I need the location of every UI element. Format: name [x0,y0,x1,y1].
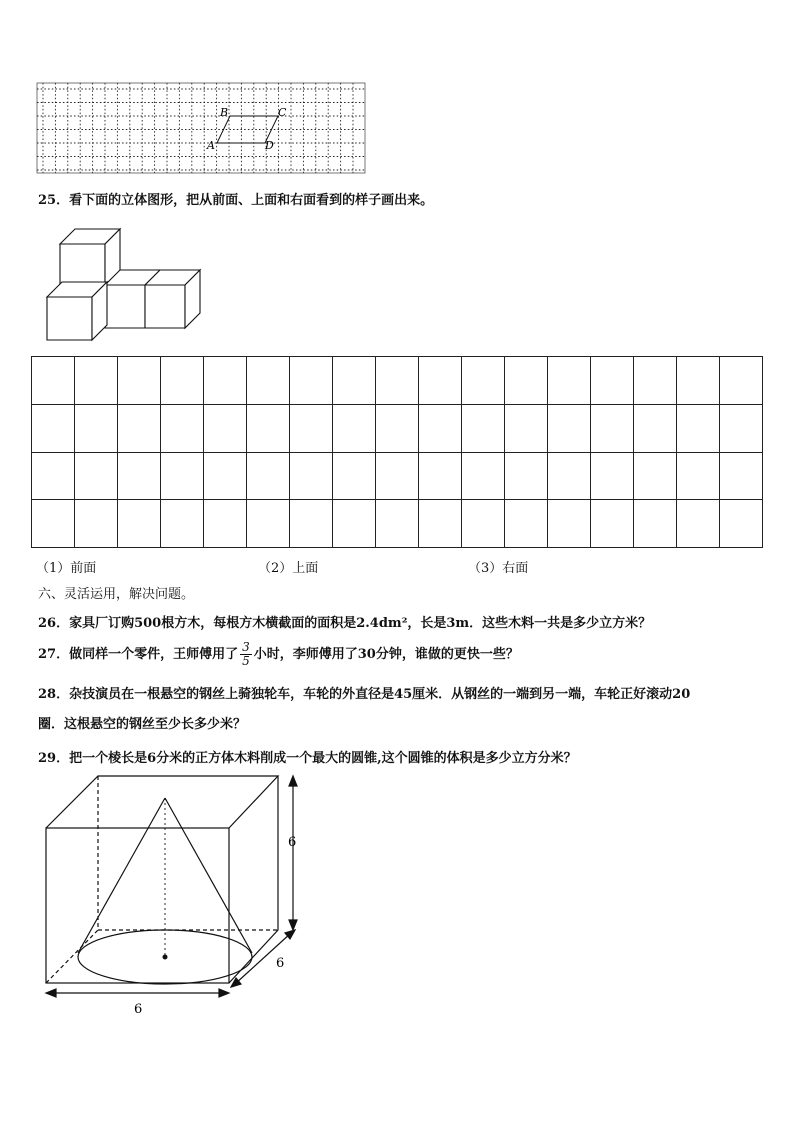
dimension-width: 6 [134,1002,143,1017]
answer-grid-cell [462,500,505,548]
answer-grid-cell [720,500,763,548]
answer-grid-cell [505,404,548,452]
answer-grid-cell [720,357,763,405]
question-26: 26．家具厂订购500根方木，每根方木横截面的面积是2.4dm²，长是3m．这些木料一共是多少立方米？ [38,616,652,631]
answer-grid-cell [247,452,290,500]
label-a: A [207,139,215,152]
answer-grid-cell [462,404,505,452]
answer-grid-cell [32,357,75,405]
answer-grid-cell [290,500,333,548]
answer-grid-row [32,404,763,452]
answer-grid-cell [161,452,204,500]
view-label-right: （3）右面 [468,561,529,576]
dimension-depth: 6 [276,956,285,971]
fraction-three-fifths [240,641,252,668]
answer-grid-cell [290,357,333,405]
answer-grid-cell [161,500,204,548]
view-label-front: （1）前面 [36,561,97,576]
cube-stack-figure [45,227,207,342]
cube-cone-figure [40,770,310,1020]
question-29: 29．把一个棱长是6分米的正方体木料削成一个最大的圆锥,这个圆锥的体积是多少立方分米？ [38,751,577,766]
question-25: 25．看下面的立体图形，把从前面、上面和右面看到的样子画出来。 [38,193,434,208]
answer-grid-cell [333,357,376,405]
answer-grid-cell [32,404,75,452]
answer-grid-cell [677,500,720,548]
answer-grid-cell [548,452,591,500]
answer-grid-cell [419,500,462,548]
answer-grid-cell [634,452,677,500]
answer-grid-cell [419,404,462,452]
answer-grid-cell [376,500,419,548]
answer-grid-cell [419,452,462,500]
answer-grid-cell [161,404,204,452]
answer-grid-cell [462,452,505,500]
dot-grid-figure [37,83,365,173]
answer-grid-row [32,500,763,548]
answer-grid-cell [505,452,548,500]
answer-grid-cell [591,500,634,548]
question-27 [38,637,519,673]
answer-grid-cell [247,357,290,405]
answer-grid-cell [290,452,333,500]
answer-grid-cell [548,404,591,452]
label-c: C [278,106,287,119]
answer-grid-cell [75,452,118,500]
answer-grid-cell [333,404,376,452]
answer-grid-cell [204,357,247,405]
question-28-line2: 圈．这根悬空的钢丝至少长多少米？ [38,717,247,732]
section-6-title: 六、灵活运用，解决问题。 [38,587,195,602]
answer-grid-cell [634,404,677,452]
answer-grid-cell [161,357,204,405]
answer-grid-cell [591,404,634,452]
answer-grid-cell [75,357,118,405]
answer-grid-cell [677,452,720,500]
answer-grid-cell [204,452,247,500]
view-label-top: （2）上面 [258,561,319,576]
answer-grid-cell [591,357,634,405]
fraction-denominator: 5 [242,654,250,668]
answer-grid-cell [32,452,75,500]
answer-grid-cell [333,500,376,548]
answer-grid-cell [720,452,763,500]
answer-grid-cell [118,357,161,405]
label-b: B [220,106,229,119]
fraction-numerator: 3 [242,640,250,654]
answer-grid-cell [376,452,419,500]
answer-grid-cell [247,500,290,548]
answer-grid-cell [290,404,333,452]
answer-grid-cell [32,500,75,548]
answer-grid-cell [247,404,290,452]
answer-grid-cell [548,500,591,548]
q27-after: 小时，李师傅用了30分钟，谁做的更快一些？ [253,647,519,662]
answer-grid-cell [376,357,419,405]
answer-grid-cell [462,357,505,405]
answer-grid [31,356,763,548]
answer-grid-cell [634,500,677,548]
answer-grid-cell [118,404,161,452]
answer-grid-cell [75,404,118,452]
answer-grid-cell [677,404,720,452]
dimension-height: 6 [288,835,297,850]
answer-grid-cell [634,357,677,405]
answer-grid-cell [419,357,462,405]
answer-grid-cell [376,404,419,452]
answer-grid-cell [548,357,591,405]
answer-grid-cell [204,404,247,452]
q27-before: 27．做同样一个零件，王师傅用了 [38,647,239,662]
answer-grid-cell [505,500,548,548]
answer-grid-row [32,452,763,500]
answer-grid-cell [505,357,548,405]
answer-grid-cell [720,404,763,452]
answer-grid-cell [591,452,634,500]
answer-grid-cell [204,500,247,548]
answer-grid-cell [75,500,118,548]
answer-grid-cell [677,357,720,405]
question-28-line1: 28．杂技演员在一根悬空的钢丝上骑独轮车，车轮的外直径是45厘米．从钢丝的一端到另一端，车轮正好滚动20 [38,687,691,702]
answer-grid-cell [118,452,161,500]
label-d: D [265,139,274,152]
answer-grid-cell [333,452,376,500]
answer-grid-row [32,357,763,405]
answer-grid-cell [118,500,161,548]
